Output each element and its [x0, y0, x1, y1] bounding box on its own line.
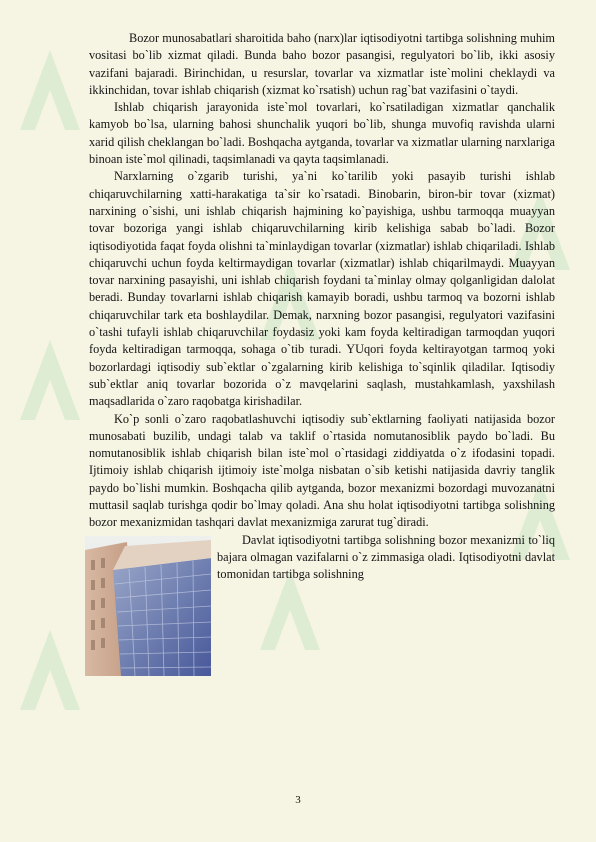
- building-image: [85, 536, 211, 676]
- paragraph: Bozor munosabatlari sharoitida baho (narx)lar iqtisodiyotni tartibga solishning muhim vositasi bo`lib xizmat qiladi. Bunda baho bozor pasangisi, regulyatori bo`lib, ikki asosiy vazifani bajaradi. Birinchidan, u resurslar, tovarlar va xizmatlar iste`molini cheklaydi va ikkinchidan, tovar ishlab chiqarish (xizmat ko`rsatish) uchun rag`bat vazifasini o`taydi.: [89, 31, 555, 97]
- paragraph: Narxlarning o`zgarib turishi, ya`ni ko`tarilib yoki pasayib turishi ishlab chiqaruvchilarning xatti-harakatiga ta`sir ko`rsatadi. Binobarin, biron-bir tovar (xizmat) narxining o`sishi, uni ishlab chiqarish hajmining ko`payishiga, ushbu tarmoqqa muayyan tovar bozoriga yangi ishlab chiqaruvchilarning kirib kelishiga sabab bo`ladi. Bozor iqtisodiyotida faqat foyda olishni ta`minlaydigan tovarlar (xizmatlar) ishlab chiqariladi. Ishlab chiqaruvchi uchun foyda keltirmaydigan tovarlar (xizmatlar) ishlab chiqarilmaydi. Muayyan tovar narxining pasayishi, uni ishlab chiqarish foydani ta`minlay olmay qolganligidan dalolat beradi. Bunday tovarlarni ishlab chiqarish kamayib boradi, ushbu tarmoq va bozorni ishlab chiqaruvchilar tark eta boshlaydilar. Demak, narxning bozor pasangisi, regulyatori vazifasini o`tashi tufayli ishlab chiqaruvchilar foydasiz yoki kam foyda keltiradigan tarmoqdan yuqori foyda keltiradigan tarmoqqa, sohaga o`tib turadi. YUqori foyda keltirayotgan tarmoq yoki bozorlardagi iqtisodiy sub`ektlar o`zgalarning kirib kelishiga to`sqinlik qiladilar. Iqtisodiy sub`ektlar aniq tovarlar bozorida o`z mavqelarini saqlash, mustahkamlash, yaxshilash maqsadlarida o`zaro raqobatga kirishadilar.: [89, 169, 555, 409]
- watermark-icon: [10, 40, 90, 150]
- page-number: 3: [295, 794, 301, 806]
- paragraph-text: Ko`p sonli o`zaro raqobatlashuvchi iqtisodiy sub`ektlarning faoliyati natijasida bozor munosabati buzilib, undagi talab va taklif o`rtasida nomutanosiblik paydo bo`ladi. Bu nomutanosiblik ishlab chiqarish bilan iste`mol o`rtasidagi ziddiyatda o`z ifodasini topadi. Ijtimoiy ishlab chiqarish ijtimoiy iste`molga nisbatan o`sib ketishi natijasida davriy tanglik paydo bo`lishi mumkin. Boshqacha qilib aytganda, bozor mexanizmi bozordagi muvozanatni muttasil saqlab turishga qodir bo`lmay qoladi. Ana shu holat iqtisodiyotni tartibga solishning bozor mexanizmidan tashqari davlat mexanizmiga zarurat tug`diradi.: [89, 411, 555, 530]
- watermark-icon: [10, 330, 90, 440]
- paragraph: [89, 411, 555, 532]
- watermark-icon: [10, 620, 90, 730]
- building-photo: [85, 536, 211, 676]
- paragraph: Davlat iqtisodiyotni tartibga solishning bozor mexanizmi to`liq bajara olmagan vazifalarni o`z zimmasiga oladi. Iqtisodiyotni davlat tomonidan tartibga solishning: [217, 532, 555, 582]
- body-text: [89, 30, 555, 676]
- paragraph: Ishlab chiqarish jarayonida iste`mol tovarlari, ko`rsatiladigan xizmatlar qanchalik kamyob bo`lsa, ularning bahosi shunchalik yuqori bo`lib, shunga muvofiq ravishda ularni xarid qilish cheklangan bo`ladi. Boshqacha aytganda, tovarlar va xizmatlar ularning narxlariga binoan iste`mol qilinadi, taqsimlanadi va qayta taqsimlanadi.: [89, 100, 555, 167]
